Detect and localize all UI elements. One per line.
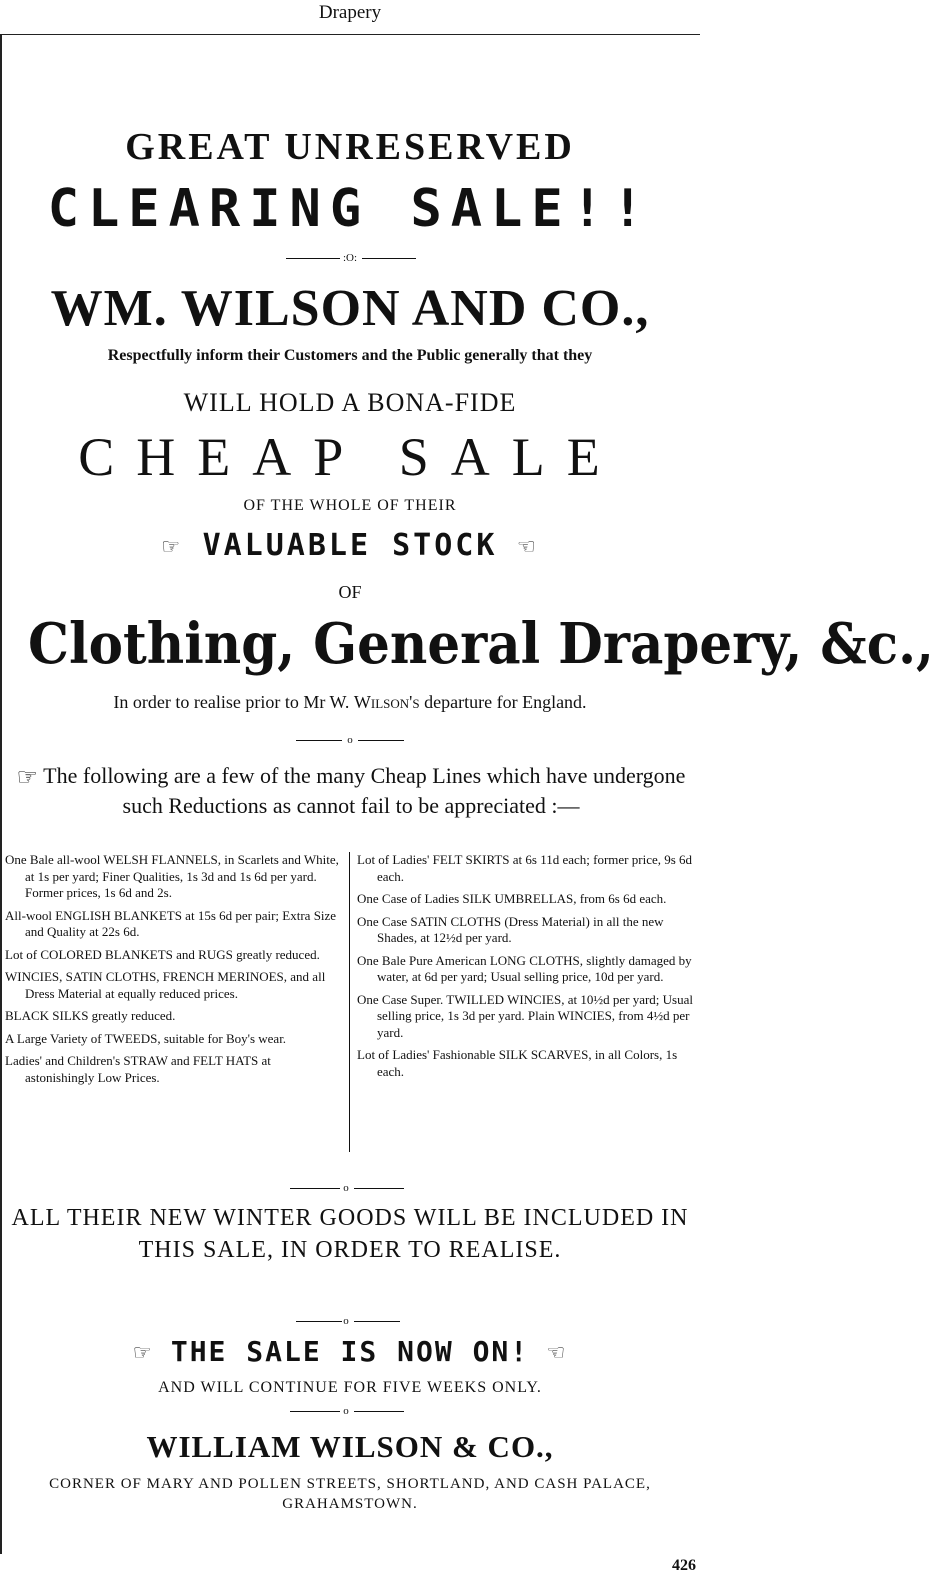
divider-ornament: o: [343, 1315, 349, 1327]
of-line: OF: [338, 582, 362, 602]
sale-now-on-line: [0, 1334, 700, 1371]
list-item: One Bale Pure American LONG CLOTHS, slightly damaged by water, at 6d per yard; Usual selling price, 10d per yard.: [357, 952, 692, 984]
will-hold-line: WILL HOLD A BONA-FIDE: [183, 388, 517, 417]
inform-line: Respectfully inform their Customers and the Public generally that they: [107, 347, 593, 364]
list-item: Lot of COLORED BLANKETS and RUGS greatly reduced.: [5, 946, 320, 962]
sale-now-on-text: THE SALE IS NOW ON!: [170, 1335, 530, 1368]
price-list: [5, 852, 695, 1172]
divider-rule: [286, 258, 340, 259]
page-number: 426: [672, 1557, 696, 1574]
divider-rule: [290, 1188, 340, 1189]
all-new-goods-notice: ALL THEIR NEW WINTER GOODS WILL BE INCLUDED IN THIS SALE, IN ORDER TO REALISE.: [11, 1205, 689, 1263]
intro-paragraph: [6, 762, 696, 820]
divider-ornament: :O:: [342, 252, 358, 264]
continue-line: AND WILL CONTINUE FOR FIVE WEEKS ONLY.: [158, 1379, 542, 1396]
pointing-hand-icon: ☞: [16, 764, 39, 791]
list-item: Ladies' and Children's STRAW and FELT HATS at astonishingly Low Prices.: [5, 1053, 271, 1085]
valuable-stock-line: [0, 527, 700, 566]
price-list-right: [357, 852, 695, 1086]
divider-rule: [296, 740, 342, 741]
list-item: Lot of Ladies' Fashionable SILK SCARVES, in all Colors, 1s each.: [357, 1047, 678, 1079]
divider-ornament: o: [347, 734, 353, 746]
divider-ornament: o: [343, 1182, 349, 1194]
pointing-hand-icon: ☜: [518, 531, 538, 562]
cheap-sale-heading: CHEAP SALE: [78, 427, 622, 487]
divider-rule: [354, 1321, 400, 1322]
order-prefix: In order to realise prior to Mr W.: [113, 692, 354, 712]
intro-text: The following are a few of the many Cheap Lines which have undergone such Reductions as cannot fail to be appreciated :—: [43, 763, 686, 818]
pointing-hand-icon: ☜: [548, 1338, 566, 1368]
divider-ornament: o: [343, 1405, 349, 1417]
page-header: [0, 0, 700, 35]
list-item: All-wool ENGLISH BLANKETS at 15s 6d per pair; Extra Size and Quality at 22s 6d.: [5, 907, 337, 939]
list-item: A Large Variety of TWEEDS, suitable for Boy's wear.: [5, 1030, 287, 1046]
list-item: One Case SATIN CLOTHS (Dress Material) in all the new Shades, at 12½d per yard.: [357, 913, 664, 945]
section-title: Drapery: [318, 2, 382, 23]
valuable-stock-text: VALUABLE STOCK: [202, 528, 498, 563]
divider-rule: [358, 740, 404, 741]
divider-rule: [362, 258, 416, 259]
pointing-hand-icon: ☞: [162, 531, 182, 562]
headline-clearing-sale: CLEARING SALE!!: [47, 179, 653, 239]
price-list-left: [5, 852, 343, 1092]
pointing-hand-icon: ☞: [134, 1338, 152, 1368]
list-item: One Bale all-wool WELSH FLANNELS, in Scarlets and White, at 1s per yard; Finer Qualities, 1s 3d and 1s 6d per yard. Former prices, 1s 6d and 2s.: [5, 852, 339, 900]
divider-rule: [354, 1411, 404, 1412]
divider-rule: [354, 1188, 404, 1189]
headline-great-unreserved: GREAT UNRESERVED: [125, 126, 575, 168]
address: CORNER OF MARY AND POLLEN STREETS, SHORTLAND, AND CASH PALACE, GRAHAMSTOWN.: [49, 1476, 651, 1512]
divider-rule: [290, 1411, 340, 1412]
whole-of-their-line: OF THE WHOLE OF THEIR: [243, 497, 457, 514]
order-suffix: departure for England.: [419, 692, 587, 712]
column-border: [0, 34, 2, 1554]
list-item: BLACK SILKS greatly reduced.: [5, 1008, 176, 1023]
firm-footer: WILLIAM WILSON & CO.,: [146, 1429, 554, 1464]
clothing-heading: Clothing, General Drapery, &c.,: [28, 611, 934, 677]
list-item: Lot of Ladies' FELT SKIRTS at 6s 11d each; former price, 9s 6d each.: [357, 852, 693, 884]
list-item: One Case Super. TWILLED WINCIES, at 10½d per yard; Usual selling price, 1s 3d per yard. Plain WINCIES, from 4½d per yard.: [357, 991, 694, 1040]
list-item: WINCIES, SATIN CLOTHS, FRENCH MERINOES, and all Dress Material at equally reduced prices.: [5, 969, 326, 1001]
order-name: Wilson's: [353, 692, 420, 712]
list-item: One Case of Ladies SILK UMBRELLAS, from 6s 6d each.: [357, 891, 667, 906]
column-divider: [349, 852, 350, 1152]
firm-name: WM. WILSON AND CO.,: [50, 280, 650, 337]
order-line: [0, 690, 700, 714]
